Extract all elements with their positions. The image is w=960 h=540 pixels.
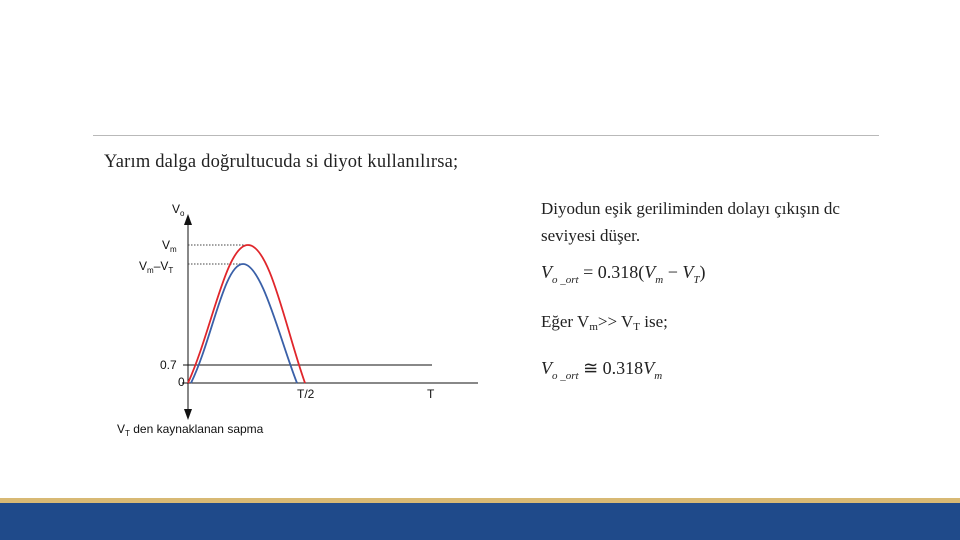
y-axis-arrow-bottom [184,409,192,420]
y-axis-label: $V_o$ [172,202,185,218]
period-label: T [427,387,435,401]
y-axis-arrow-top [184,214,192,225]
origin-label: 0 [178,375,185,389]
average-voltage-formula: $V_{o \_ort} = 0.318(V_m - V_T)$ [541,262,706,286]
threshold-label: 0.7 [160,358,177,372]
deviation-caption: $V_T$ den kaynaklanan sapma [117,422,264,438]
condition-text: Eğer Vm>> VT ise; [541,312,668,333]
approximate-average-formula: $V_{o \_ort}$ ≅ $0.318V_m$ [541,358,663,382]
slide-heading: Yarım dalga doğrultucuda si diyot kullanılırsa; [104,152,459,172]
vm-minus-vt-label: $V_m-V_T$ [139,259,174,275]
description-text: Diyodun eşik geriliminden dolayı çıkışın dc seviyesi düşer. [541,199,840,245]
half-period-label: T/2 [297,387,315,401]
footer-band [0,503,960,540]
vm-label: $V_m$ [162,238,177,254]
